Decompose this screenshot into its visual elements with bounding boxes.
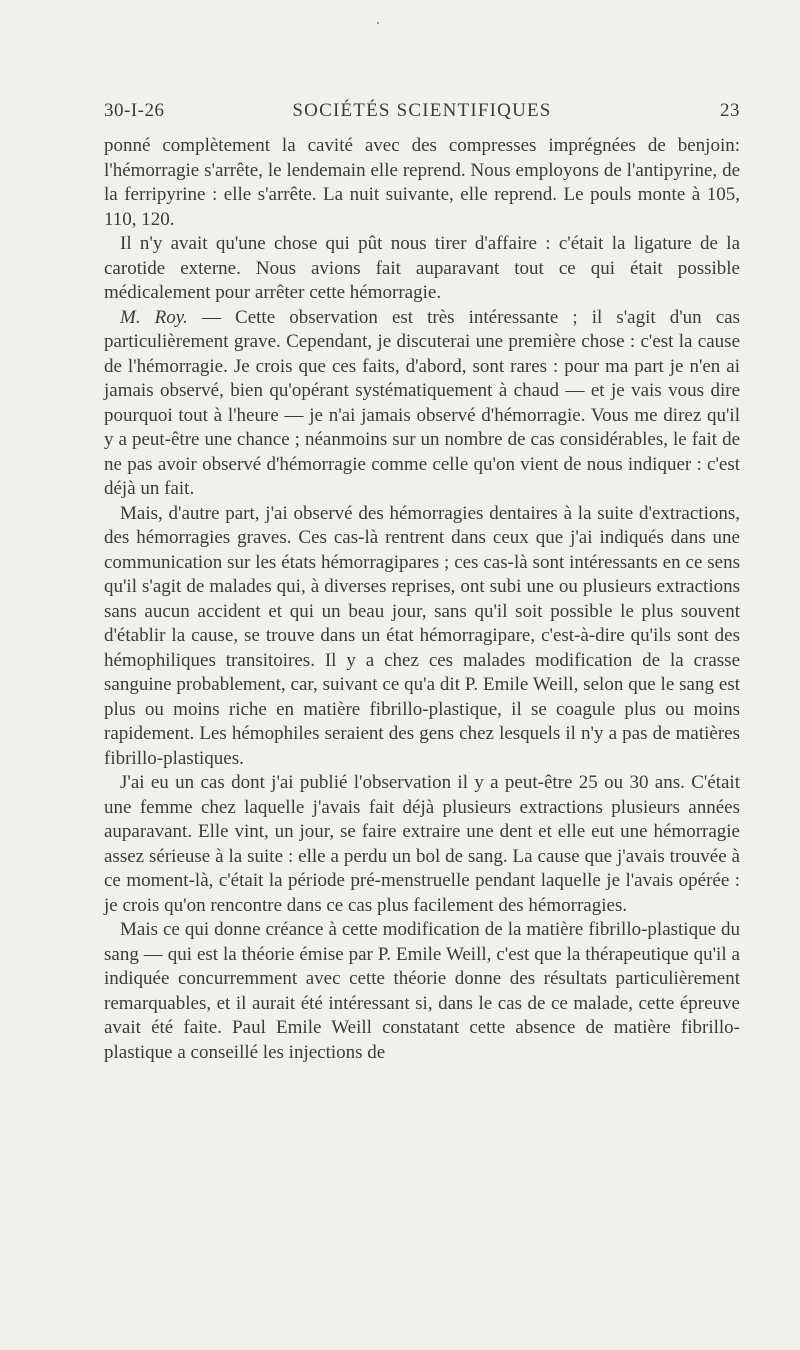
header-date: 30-I-26 xyxy=(104,100,165,121)
header-title: SOCIÉTÉS SCIENTIFIQUES xyxy=(292,100,552,121)
body-text xyxy=(104,134,740,1065)
paragraph: Mais ce qui donne créance à cette modification de la matière fibrillo-plastique du sang — qui est la théorie émise par P. Emile Weill, c'est que la thérapeutique qu'il a indiquée concurremment avec cette théorie donne des résultats particulièrement remarquables, et il aurait été intéressant si, dans le cas de ce malade, cette épreuve avait été faite. Paul Emile Weill constatant cette absence de matière fibrillo-plastique a conseillé les injections de xyxy=(104,919,740,1063)
paragraph xyxy=(104,306,740,502)
running-header xyxy=(104,100,740,130)
paragraph-text: — Cette observation est très intéressante ; il s'agit d'un cas particulièrement grave. Cependant, je discuterai une première chose : c'est la cause de l'hémorragie. Je crois que ces faits, d'abord, sont rares : pour ma part je n'en ai jamais observé, bien qu'opérant systématiquement à chaud — et je vais vous dire pourquoi tout à l'heure — je n'ai jamais observé d'hémorragie. Vous me direz qu'il y a peut-être une chance ; néanmoins sur un nombre de cas considérables, le fait de ne pas avoir observé d'hémorragie comme celle qu'on vient de nous indiquer : c'est déjà un fait. xyxy=(104,306,741,499)
paragraph: Il n'y avait qu'une chose qui pût nous tirer d'affaire : c'était la ligature de la carotide externe. Nous avions fait auparavant tout ce qui était possible médicalement pour arrêter cette hémorragie. xyxy=(104,233,740,303)
page-number: 23 xyxy=(720,100,740,121)
print-speck xyxy=(377,22,379,24)
speaker-name: M. Roy. xyxy=(120,306,188,328)
paragraph: J'ai eu un cas dont j'ai publié l'observation il y a peut-être 25 ou 30 ans. C'était une femme chez laquelle j'avais fait déjà plusieurs extractions plusieurs années auparavant. Elle vint, un jour, se faire extraire une dent et elle eut une hémorragie assez sérieuse à la suite : elle a perdu un bol de sang. La cause que j'avais trouvée à ce moment-là, c'était la période pré-menstruelle pendant laquelle je l'avais opérée : je crois qu'on rencontre dans ce cas plus facilement des hémorragies. xyxy=(104,772,740,916)
paragraph: ponné complètement la cavité avec des compresses imprégnées de benjoin: l'hémorragie s'arrête, le lendemain elle reprend. Nous employons de l'antipyrine, de la ferripyrine : elle s'arrête. La nuit suivante, elle reprend. Le pouls monte à 105, 110, 120. xyxy=(104,135,740,230)
paragraph: Mais, d'autre part, j'ai observé des hémorragies dentaires à la suite d'extractions, des hémorragies graves. Ces cas-là rentrent dans ceux que j'ai indiqués dans une communication sur les états hémorragipares ; ces cas-là sont intéressants en ce sens qu'il s'agit de malades qui, à diverses reprises, ont subi une ou plusieurs extractions sans aucun accident et qui un beau jour, sans qu'il soit possible le plus souvent d'établir la cause, se trouve dans un état hémorragipare, c'est-à-dire qu'ils sont des hémophiliques transitoires. Il y a chez ces malades modification de la crasse sanguine probablement, car, suivant ce qu'a dit P. Emile Weill, selon que le sang est plus ou moins riche en matière fibrillo-plastique, il se coagule plus ou moins rapidement. Les hémophiles seraient des gens chez lesquels il n'y a pas de matières fibrillo-plastiques. xyxy=(104,502,740,769)
